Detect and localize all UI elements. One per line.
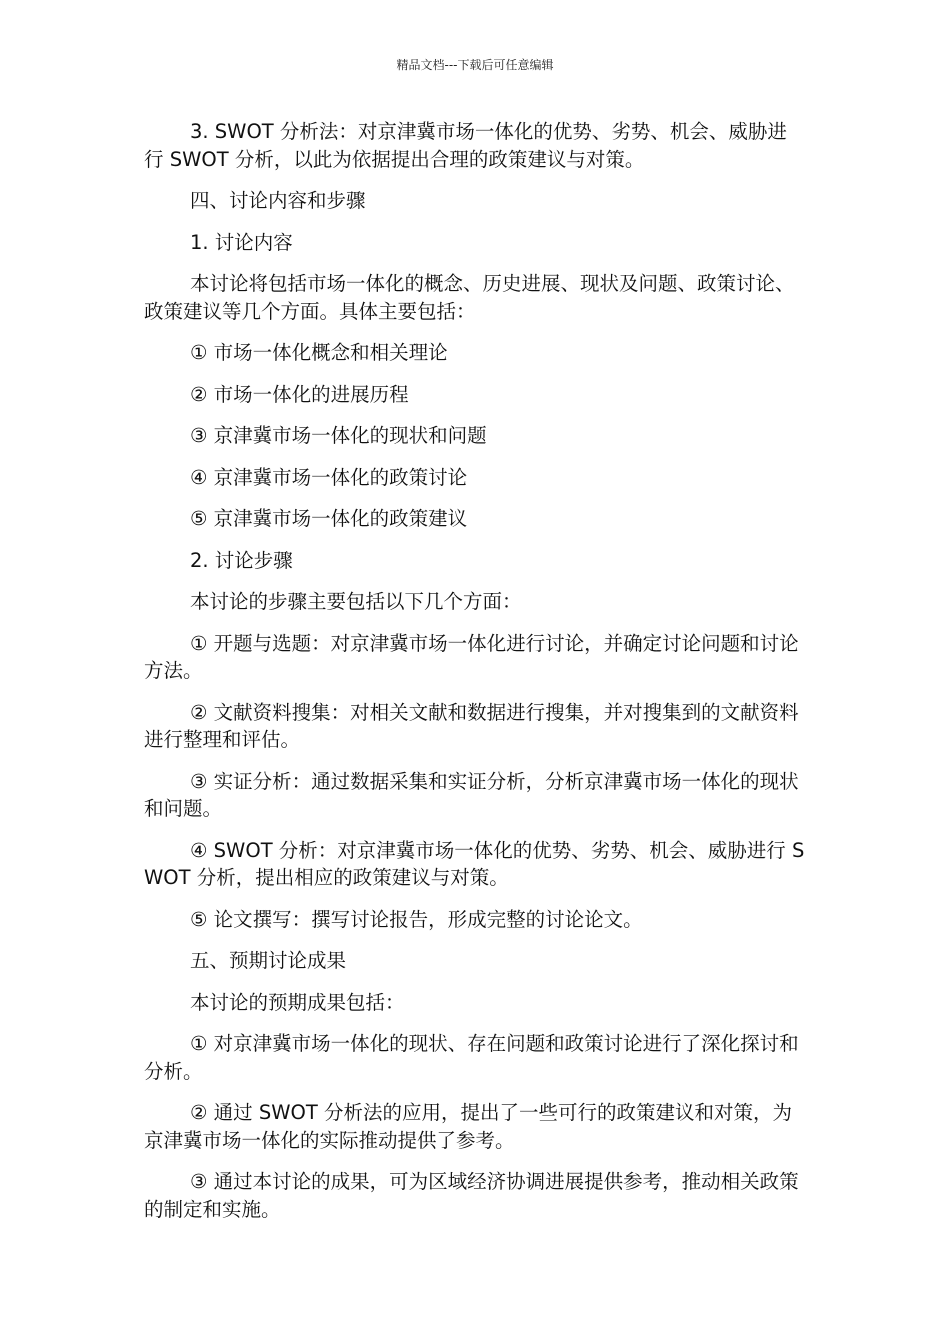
list-item: ③ 实证分析：通过数据采集和实证分析，分析京津冀市场一体化的现状和问题。 [144,769,799,820]
paragraph-swot-method: 3. SWOT 分析法：对京津冀市场一体化的优势、劣势、机会、威胁进行 SWOT 分析，以此为依据提出合理的政策建议与对策。 [144,120,787,171]
section-heading-expected-results: 五、预期讨论成果 [190,949,347,972]
subheading-discussion-steps: 2. 讨论步骤 [190,548,293,572]
list-item: ② 通过 SWOT 分析法的应用，提出了一些可行的政策建议和对策，为京津冀市场一体化的实际推动提供了参考。 [144,1101,792,1152]
list-item: ④ SWOT 分析：对京津冀市场一体化的优势、劣势、机会、威胁进行 SWOT 分析，提出相应的政策建议与对策。 [144,838,805,889]
paragraph-steps-intro: 本讨论的步骤主要包括以下几个方面： [190,590,522,613]
list-item: ⑤ 论文撰写：撰写讨论报告，形成完整的讨论论文。 [190,907,643,931]
list-item: ③ 京津冀市场一体化的现状和问题 [190,424,487,447]
page-header: 精品文档---下载后可任意编辑 [396,58,554,72]
paragraph-content-intro: 本讨论将包括市场一体化的概念、历史进展、现状及问题、政策讨论、政策建议等几个方面。具体主要包括： [144,272,795,323]
list-item: ② 文献资料搜集：对相关文献和数据进行搜集，并对搜集到的文献资料进行整理和评估。 [144,700,799,751]
subheading-discussion-content: 1. 讨论内容 [190,230,293,254]
section-heading-content-steps: 四、讨论内容和步骤 [190,189,366,212]
list-item: ① 对京津冀市场一体化的现状、存在问题和政策讨论进行了深化探讨和分析。 [144,1032,799,1083]
list-item: ① 市场一体化概念和相关理论 [190,341,448,364]
list-item: ④ 京津冀市场一体化的政策讨论 [190,465,468,489]
list-item: ⑤ 京津冀市场一体化的政策建议 [190,507,468,530]
document-body [144,118,806,1237]
list-item: ③ 通过本讨论的成果，可为区域经济协调进展提供参考，推动相关政策的制定和实施。 [144,1170,799,1221]
list-item: ② 市场一体化的进展历程 [190,382,409,406]
paragraph-results-intro: 本讨论的预期成果包括： [190,990,405,1014]
list-item: ① 开题与选题：对京津冀市场一体化进行讨论，并确定讨论问题和讨论方法。 [144,631,799,682]
